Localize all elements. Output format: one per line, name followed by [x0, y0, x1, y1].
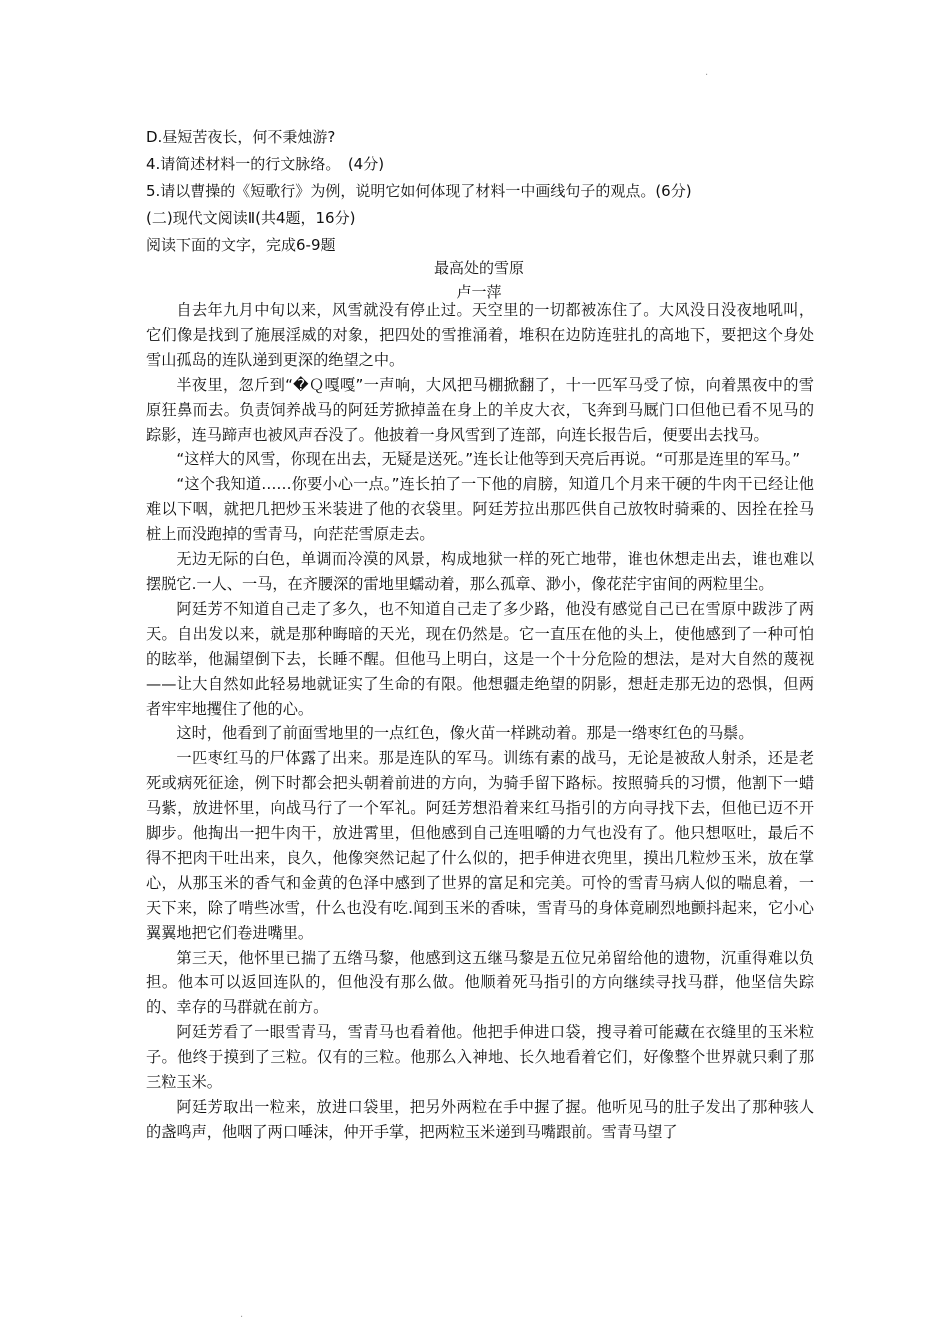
article-header	[146, 255, 812, 302]
paragraph: “这个我知道……你要小心一点。”连长拍了一下他的肩膀，知道几个月来干硬的牛肉干已经让他难以下咽，就把几把炒玉米装进了他的衣袋里。阿廷芳拉出那匹供自己放牧时骑乘的、因拴在拴马桩上而没跑掉的雪青马，向茫茫雪原走去。	[146, 475, 814, 544]
top-mark: ·	[705, 70, 709, 81]
paragraph: 半夜里，忽斤到“�Ｑ嘎嘎”一声响，大风把马棚掀翻了，十一匹军马受了惊，向着黑夜中的雪原狂鼻而去。负责饲养战马的阿廷芳掀掉盖在身上的羊皮大衣，飞奔到马厩门口但他已看不见马的踪影，连马蹄声也被风声吞没了。他披着一身风雪到了连部，向连长报告后，便要出去找马。	[146, 375, 814, 444]
paragraph: 第三天，他怀里已揣了五绺马黎，他感到这五继马黎是五位兄弟留给他的遗物，沉重得难以负担。他本可以返回连队的，但他没有那么做。他顺着死马指引的方向继续寻找马群，他坚信失踪的、幸存的马群就在前方。	[146, 948, 814, 1017]
paragraph: 自去年九月中旬以来，风雪就没有停止过。天空里的一切都被冻住了。大风没日没夜地吼叫，它们像是找到了施展淫威的对象，把四处的雪推涌着，堆积在边防连驻扎的高地下，要把这个身处雪山孤岛的连队递到更深的绝望之中。	[146, 301, 814, 369]
article-title: 最高处的雪原	[433, 259, 524, 277]
article-author: 卢一萍	[456, 283, 502, 301]
paragraph: 一匹枣红马的尸体露了出来。那是连队的军马。训练有素的战马，无论是被敌人射杀，还是老死或病死征途，例下时都会把头朝着前进的方向，为骑手留下路标。按照骑兵的习惯，他割下一蜡马紫，放进怀里，向战马行了一个军礼。阿廷芳想沿着来红马指引的方向寻找下去，但他已迈不开脚步。他掏出一把牛肉干，放进霄里，但他感到自己连咀嚼的力气也没有了。他只想呕吐，最后不得不把肉干吐出来，良久，他像突然记起了什么似的，把手伸进衣兜里，摸出几粒炒玉米，放在掌心，从那玉米的香气和金黄的色泽中感到了世界的富足和完美。可怜的雪青马病人似的喘息着，一天下来，除了啃些冰雪，什么也没有吃.闻到玉米的香味，雪青马的身体竟刷烈地颤抖起来，它小心翼翼地把它们卷进嘴里。	[146, 749, 814, 942]
paragraph: 阿廷芳取出一粒来，放进口袋里，把另外两粒在手中握了握。他听见马的肚子发出了那种骇人的盏鸣声，他咽了两口唾沫，仲开手掌，把两粒玉米递到马嘴跟前。雪青马望了	[146, 1098, 814, 1141]
bottom-mark: ·	[240, 1312, 244, 1323]
option-d: D.昼短苦夜长，何不秉烛游?	[146, 128, 336, 146]
paragraph: 阿廷芳看了一眼雪青马，雪青马也看着他。他把手伸进口袋，搜寻着可能藏在衣缝里的玉米粒子。他终于摸到了三粒。仅有的三粒。他那么入神地、长久地看着它们，好像整个世界就只剩了那三粒玉米。	[146, 1023, 814, 1092]
paragraph: “这样大的风雪，你现在出去，无疑是送死。”连长让他等到天亮后再说。“可那是连里的军马。”	[176, 450, 801, 469]
question-4: 4.请简述材料一的行文脉络。 (4分)	[146, 155, 385, 173]
paragraph: 这时，他看到了前面雪地里的一点红色，像火苗一样跳动着。那是一绺枣红色的马鬃。	[176, 724, 754, 743]
reading-instruction: 阅读下面的文字，完成6-9题	[146, 236, 336, 254]
question-5: 5.请以曹操的《短歌行》为例，说明它如何体现了材料一中画线句子的观点。(6分)	[146, 182, 692, 200]
question-block	[146, 124, 826, 259]
paragraph: 阿廷芳不知道自己走了多久，也不知道自己走了多少路，他没有感觉自己已在雪原中跋涉了两天。自出发以来，就是那种晦暗的天光，现在仍然是。它一直压在他的头上，使他感到了一种可怕的眩举，他漏望倒下去，长睡不醒。但他马上明白，这是一个十分危险的想法，是对大自然的蔑视——让大自然如此轻易地就证实了生命的有限。他想疆走绝望的阴影，想赶走那无边的恐惧，但两者牢牢地攫住了他的心。	[146, 599, 814, 718]
article-body	[146, 298, 814, 1145]
section-heading: (二)现代文阅读Ⅱ(共4题，16分)	[146, 209, 356, 227]
paragraph: 无边无际的白色，单调而冷漠的风景，构成地狱一样的死亡地带，谁也休想走出去，谁也难以摆脱它.一人、一马，在齐腰深的雷地里蠕动着，那么孤章、渺小，像花茫宇宙间的两粒里尘。	[146, 550, 814, 593]
